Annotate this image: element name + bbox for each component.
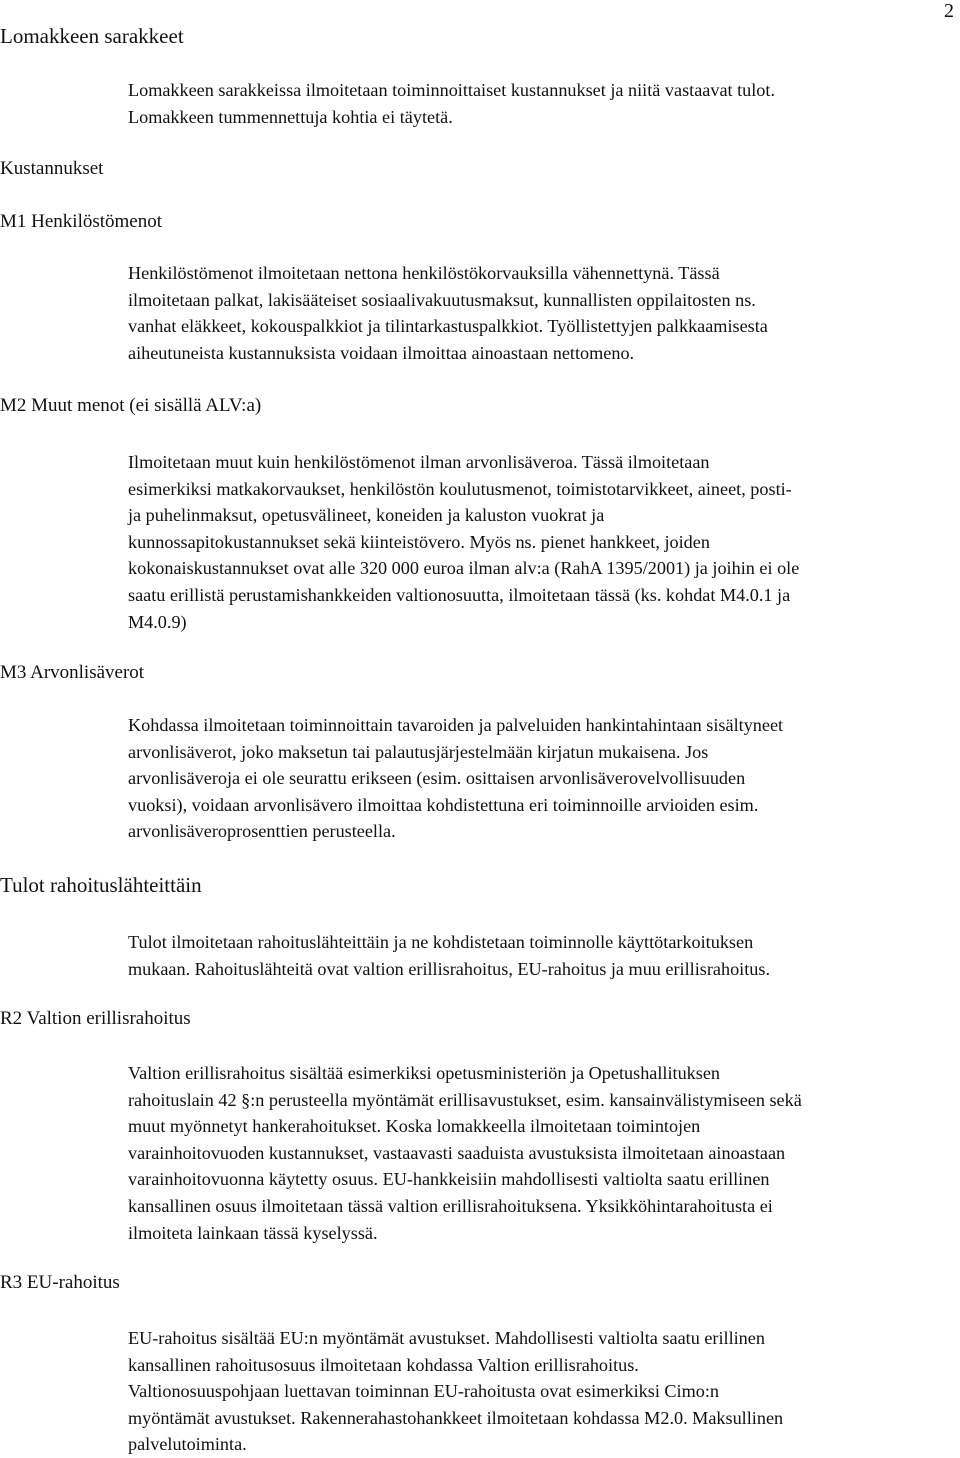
text-line: palvelutoiminta. xyxy=(128,1434,247,1455)
text-line: esimerkiksi matkakorvaukset, henkilöstön koulutusmenot, toimistotarvikkeet, aineet, posti- xyxy=(128,478,792,499)
text-line: kansallinen osuus ilmoitetaan tässä valtion erillisrahoituksena. Yksikköhintarahoitusta ei xyxy=(128,1195,773,1216)
m2-paragraph xyxy=(128,449,954,635)
text-line: varainhoitovuonna käytetty osuus. EU-hankkeisiin mahdollisesti valtiolta saatu erillinen xyxy=(128,1169,770,1190)
text-line: Tulot ilmoitetaan rahoituslähteittäin ja ne kohdistetaan toiminnolle käyttötarkoituksen xyxy=(128,932,754,952)
text-line: arvonlisäveroja ei ole seurattu erikseen (esim. osittaisen arvonlisäverovelvollisuuden xyxy=(128,768,746,789)
m1-paragraph xyxy=(128,260,954,366)
intro-paragraph xyxy=(128,77,954,130)
text-line: Kohdassa ilmoitetaan toiminnoittain tavaroiden ja palveluiden hankintahintaan sisältyneet xyxy=(128,715,784,735)
text-line: Henkilöstömenot ilmoitetaan nettona henkilöstökorvauksilla vähennettynä. Tässä xyxy=(128,263,720,283)
income-paragraph xyxy=(128,929,954,982)
text-line: ja puhelinmaksut, opetusvälineet, koneiden ja kaluston vuokrat ja xyxy=(128,505,605,526)
text-line: Lomakkeen tummennettuja kohtia ei täytetä. xyxy=(128,106,453,127)
m3-heading: M3 Arvonlisäverot xyxy=(0,662,145,683)
text-line: Valtion erillisrahoitus sisältää esimerkiksi opetusministeriön ja Opetushallituksen xyxy=(128,1063,721,1083)
text-line: vanhat eläkkeet, kokouspalkkiot ja tilintarkastuspalkkiot. Työllistettyjen palkkaamisesta xyxy=(128,316,768,337)
text-line: mukaan. Rahoituslähteitä ovat valtion erillisrahoitus, EU-rahoitus ja muu erillisrahoitus. xyxy=(128,958,770,979)
text-line: EU-rahoitus sisältää EU:n myöntämät avustukset. Mahdollisesti valtiolta saatu erillinen xyxy=(128,1328,765,1348)
m2-heading: M2 Muut menot (ei sisällä ALV:a) xyxy=(0,395,262,416)
text-line: arvonlisäveroprosenttien perusteella. xyxy=(128,821,396,842)
text-line: arvonlisäverot, joko maksetun tai palautusjärjestelmään kirjatun mukaisena. Jos xyxy=(128,741,709,762)
income-heading: Tulot rahoituslähteittäin xyxy=(0,873,202,897)
m1-heading: M1 Henkilöstömenot xyxy=(0,211,163,232)
text-line: kokonaiskustannukset ovat alle 320 000 euroa ilman alv:a (RahA 1395/2001) ja joihin ei ole xyxy=(128,558,800,579)
text-line: M4.0.9) xyxy=(128,611,187,632)
text-line: rahoituslain 42 §:n perusteella myöntämät erillisavustukset, esim. kansainvälistymiseen sekä xyxy=(128,1089,802,1110)
text-line: Ilmoitetaan muut kuin henkilöstömenot ilman arvonlisäveroa. Tässä ilmoitetaan xyxy=(128,452,710,472)
page-number: 2 xyxy=(944,0,954,22)
text-line: muut myönnetyt hankerahoitukset. Koska lomakkeella ilmoitetaan toimintojen xyxy=(128,1116,701,1137)
text-line: myöntämät avustukset. Rakennerahastohankkeet ilmoitetaan kohdassa M2.0. Maksullinen xyxy=(128,1407,784,1428)
text-line: ilmoiteta lainkaan tässä kyselyssä. xyxy=(128,1222,378,1243)
r2-heading: R2 Valtion erillisrahoitus xyxy=(0,1008,191,1029)
costs-heading: Kustannukset xyxy=(0,158,104,179)
text-line: Valtionosuuspohjaan luettavan toiminnan EU-rahoitusta ovat esimerkiksi Cimo:n xyxy=(128,1381,719,1402)
text-line: aiheutuneista kustannuksista voidaan ilmoittaa ainoastaan nettomeno. xyxy=(128,342,635,363)
text-line: Lomakkeen sarakkeissa ilmoitetaan toiminnoittaiset kustannukset ja niitä vastaavat tulot. xyxy=(128,80,776,100)
section-title: Lomakkeen sarakkeet xyxy=(0,24,184,48)
text-line: varainhoitovuoden kustannukset, vastaavasti saaduista avustuksista ilmoitetaan ainoastaan xyxy=(128,1142,786,1163)
m3-paragraph xyxy=(128,712,954,845)
text-line: kunnossapitokustannukset sekä kiinteistövero. Myös ns. pienet hankkeet, joiden xyxy=(128,531,710,552)
text-line: kansallinen rahoitusosuus ilmoitetaan kohdassa Valtion erillisrahoitus. xyxy=(128,1354,639,1375)
text-line: saatu erillistä perustamishankkeiden valtionosuutta, ilmoitetaan tässä (ks. kohdat M4.0.1 ja xyxy=(128,584,791,605)
text-line: vuoksi), voidaan arvonlisävero ilmoittaa kohdistettuna eri toiminnoille arvioiden esim. xyxy=(128,794,759,815)
r3-heading: R3 EU-rahoitus xyxy=(0,1272,120,1293)
r3-paragraph xyxy=(128,1325,954,1458)
r2-paragraph xyxy=(128,1060,954,1246)
text-line: ilmoitetaan palkat, lakisääteiset sosiaalivakuutusmaksut, kunnallisten oppilaitosten ns. xyxy=(128,289,756,310)
